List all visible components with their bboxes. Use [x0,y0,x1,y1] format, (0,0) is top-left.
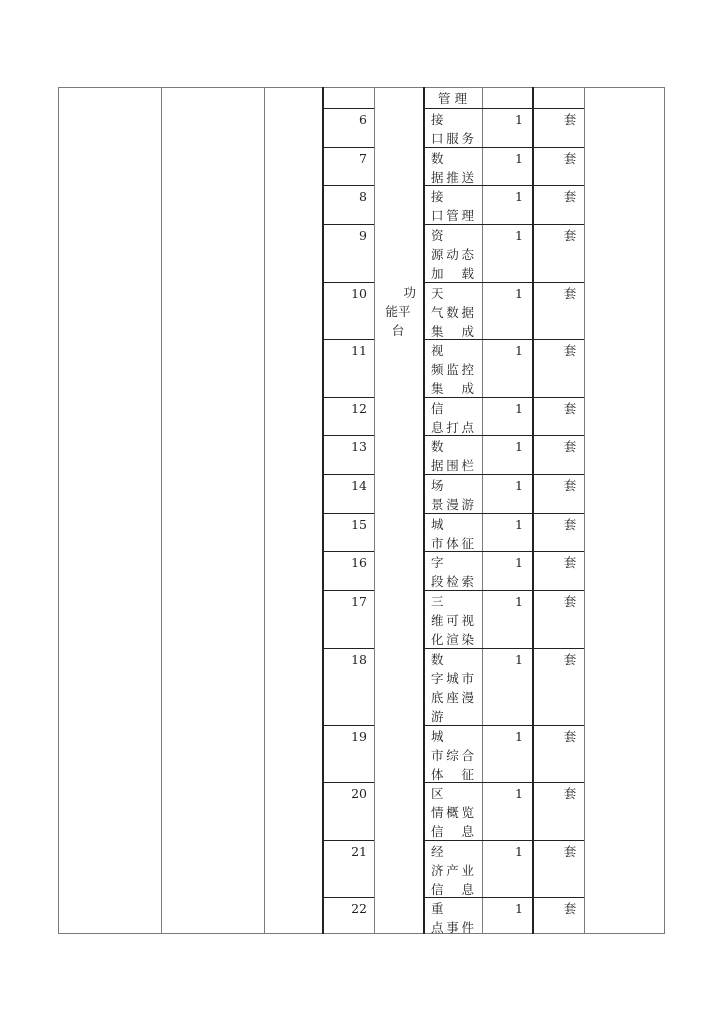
row-number: 10 [351,286,367,301]
quantity: 1 [515,478,523,493]
first-row-cell: 管理 [438,91,468,106]
row-number: 21 [351,844,367,859]
unit: 套 [563,401,577,416]
item-name: 城 市体征 [431,517,475,551]
unit: 套 [563,844,577,859]
row-divider [322,282,374,283]
unit: 套 [563,555,577,570]
quantity: 1 [515,189,523,204]
unit: 套 [563,343,577,358]
quantity: 1 [515,112,523,127]
col-line-2 [264,87,265,934]
row-divider [423,897,584,898]
unit: 套 [563,901,577,916]
row-divider [322,513,374,514]
unit: 套 [563,652,577,667]
row-number: 8 [359,189,367,204]
unit: 套 [563,228,577,243]
quantity: 1 [515,786,523,801]
item-name: 数 据推送 [431,151,475,185]
item-name: 天 气数据 集成 [431,286,475,339]
row-divider [322,725,374,726]
row-number: 17 [351,594,367,609]
item-name: 数 字城市 底座漫 游 [431,652,475,724]
unit: 套 [563,151,577,166]
row-number: 14 [351,478,367,493]
row-number: 11 [351,343,367,358]
quantity: 1 [515,439,523,454]
row-number: 13 [351,439,367,454]
unit: 套 [563,594,577,609]
row-divider [322,648,374,649]
quantity: 1 [515,228,523,243]
row-divider [322,590,374,591]
row-number: 12 [351,401,367,416]
quantity: 1 [515,343,523,358]
quantity: 1 [515,844,523,859]
quantity: 1 [515,401,523,416]
row-divider [322,551,374,552]
category-label-line: 能平 [385,304,411,319]
item-name: 信 息打点 [431,401,475,435]
quantity: 1 [515,729,523,744]
row-divider [423,513,584,514]
item-name: 接 口服务 [431,112,475,146]
item-name: 城 市综合 体征 [431,729,475,782]
row-number: 7 [359,151,367,166]
col-line-7 [532,87,534,934]
unit: 套 [563,517,577,532]
col-line-8 [584,87,585,934]
row-divider [423,840,584,841]
item-name: 场 景漫游 [431,478,475,512]
quantity: 1 [515,286,523,301]
unit: 套 [563,478,577,493]
row-divider [322,339,374,340]
row-divider [322,474,374,475]
category-label-line: 台 [391,323,405,338]
row-divider [423,282,584,283]
col-line-6 [482,87,483,934]
quantity: 1 [515,555,523,570]
row-divider [322,185,374,186]
col-line-4 [374,87,375,934]
row-divider [322,397,374,398]
row-divider [322,840,374,841]
item-name: 接 口管理 [431,189,475,223]
item-name: 区 情概览 信息 [431,786,475,839]
row-divider [423,108,584,109]
row-divider [322,435,374,436]
unit: 套 [563,189,577,204]
row-divider [322,897,374,898]
row-number: 19 [351,729,367,744]
unit: 套 [563,286,577,301]
item-name: 三 维可视 化渲染 [431,594,475,647]
item-name: 资 源动态 加载 [431,228,475,281]
row-divider [423,590,584,591]
row-divider [423,185,584,186]
row-number: 18 [351,652,367,667]
row-number: 20 [351,786,367,801]
row-divider [423,648,584,649]
unit: 套 [563,786,577,801]
item-name: 字 段检索 [431,555,475,589]
row-divider [322,782,374,783]
row-divider [322,147,374,148]
quantity: 1 [515,652,523,667]
row-divider [322,224,374,225]
table-outer-border [58,87,665,934]
item-name: 视 频监控 集成 [431,343,475,396]
row-number: 15 [351,517,367,532]
row-divider [423,397,584,398]
unit: 套 [563,112,577,127]
row-divider [423,147,584,148]
row-divider [322,108,374,109]
quantity: 1 [515,901,523,916]
row-number: 22 [351,901,367,916]
category-label-line: 功 [403,285,416,300]
quantity: 1 [515,151,523,166]
quantity: 1 [515,517,523,532]
row-divider [423,782,584,783]
row-number: 16 [351,555,367,570]
row-number: 9 [359,228,367,243]
row-divider [423,725,584,726]
col-line-1 [161,87,162,934]
category-label [380,283,416,340]
row-divider [423,551,584,552]
col-line-5 [423,87,425,934]
row-divider [423,435,584,436]
item-name: 重 点事件 [431,901,475,935]
row-divider [423,339,584,340]
row-divider [423,474,584,475]
unit: 套 [563,439,577,454]
row-divider [423,224,584,225]
unit: 套 [563,729,577,744]
quantity: 1 [515,594,523,609]
col-line-3 [322,87,324,934]
item-name: 数 据围栏 [431,439,475,473]
row-number: 6 [359,112,367,127]
item-name: 经 济产业 信息 [431,844,475,897]
